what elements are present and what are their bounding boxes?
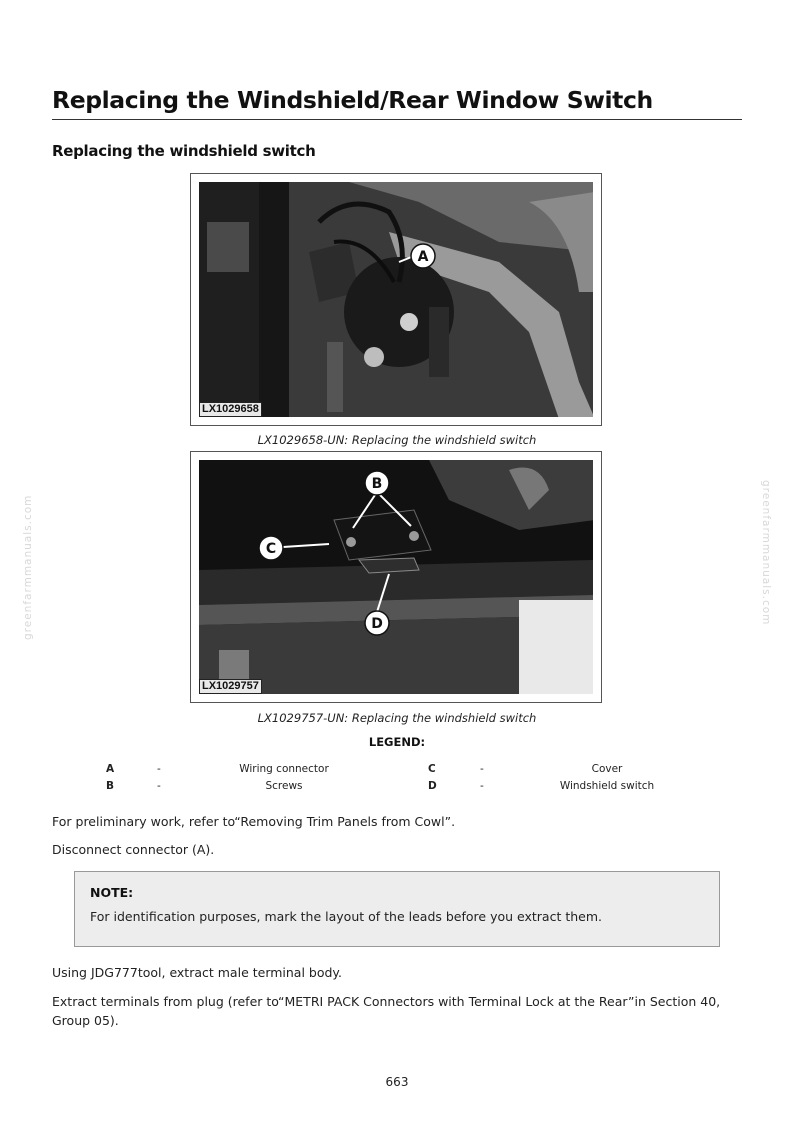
legend-letter-b: B: [106, 780, 115, 792]
legend-letter-a: A: [106, 763, 115, 775]
legend-desc-b: Screws: [265, 780, 303, 792]
legend-desc-c: Cover: [591, 763, 623, 775]
callout-c: C: [265, 541, 277, 557]
figure-2-photo: [199, 460, 593, 694]
figure-1-caption: LX1029658-UN: Replacing the windshield switch: [257, 433, 537, 447]
page-title: Replacing the Windshield/Rear Window Switch: [52, 86, 742, 120]
legend-dash: -: [157, 780, 161, 792]
step-extract-terminals: Extract terminals from plug (refer to“METRI PACK Connectors with Terminal Lock at the Rear”in Section 40, Group 05).: [52, 994, 721, 1028]
legend-dash: -: [480, 780, 484, 792]
page-number: 663: [385, 1075, 409, 1089]
figure-2-caption: LX1029757-UN: Replacing the windshield switch: [257, 711, 537, 725]
figure-2: [190, 451, 602, 703]
legend-letter-d: D: [428, 780, 437, 792]
step-preliminary-work: For preliminary work, refer to“Removing Trim Panels from Cowl”.: [52, 814, 456, 829]
watermark-left: greenfarmmanuals.com: [22, 494, 34, 640]
section-title: Replacing the windshield switch: [52, 142, 316, 160]
note-label: NOTE:: [90, 885, 134, 900]
legend-dash: -: [480, 763, 484, 775]
watermark-right: greenfarmmanuals.com: [760, 480, 772, 626]
callout-a: A: [417, 249, 429, 265]
figure-1-image-id: LX1029658: [199, 402, 262, 417]
legend-dash: -: [157, 763, 161, 775]
figure-1: [190, 173, 602, 426]
figure-2-image-id: LX1029757: [199, 679, 262, 694]
legend-desc-a: Wiring connector: [239, 763, 329, 775]
figure-1-photo: [199, 182, 593, 417]
note-text: For identification purposes, mark the layout of the leads before you extract them.: [90, 909, 602, 924]
legend-title: LEGEND:: [368, 735, 426, 749]
legend-desc-d: Windshield switch: [559, 780, 655, 792]
note-box: [74, 871, 720, 947]
callout-d: D: [371, 616, 383, 632]
step-extract-terminal-body: Using JDG777tool, extract male terminal body.: [52, 965, 343, 980]
callout-b: B: [371, 476, 383, 492]
step-disconnect-connector: Disconnect connector (A).: [52, 842, 215, 857]
legend-letter-c: C: [428, 763, 436, 775]
